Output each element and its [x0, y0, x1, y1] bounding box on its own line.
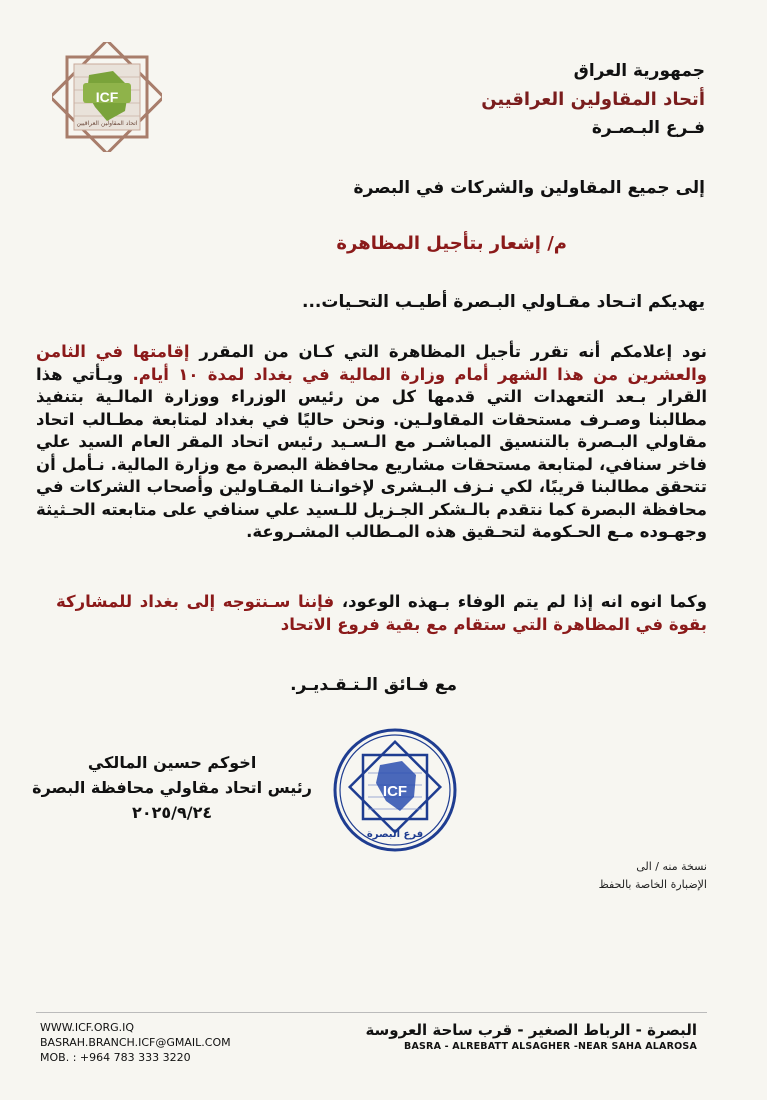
signature-block: [32, 750, 312, 825]
footer-contacts: [40, 1020, 231, 1065]
stamp-caption: فرع البصرة: [366, 829, 424, 840]
footer-phone: MOB. : +964 783 333 3220: [40, 1051, 191, 1064]
body-highlight: إقامتها في الثامن والعشرين من هذا الشهر أمام وزارة المالية في بغداد لمدة ١٠ أيام.: [36, 342, 708, 384]
header-org: أتحاد المقاولين العراقيين: [481, 89, 705, 110]
header-branch: فـرع البـصـرة: [591, 118, 705, 138]
footer-divider: [36, 1012, 707, 1013]
official-stamp: [330, 725, 460, 855]
footer-address: [365, 1020, 697, 1054]
stamp-text: ICF: [382, 783, 408, 800]
header-country: جمهورية العراق: [573, 61, 705, 81]
footer-address-ar: البصرة - الرباط الصغير - قرب ساحة العروسة: [365, 1021, 697, 1039]
letter-date: ٢٠٢٥/٩/٢٤: [132, 803, 213, 822]
p2-highlight: فإننا سـنتوجه إلى بغداد للمشاركة بقوة في المظاهرة التي ستقام مع بقية فروع الاتحاد: [56, 592, 707, 634]
icf-logo: [52, 42, 162, 152]
copy-to: [599, 858, 707, 894]
p2-text: وكما انوه انه إذا لم يتم الوفاء بـهذه الوعود،: [334, 592, 707, 611]
body-text-b: ويـأتي هذا القرار بـعد التعهدات التي قدمها كل من رئيس الوزراء ووزارة المالـية بتنفيذ مطالبنا وصـرف مستحقات المقاولـين. ونحن حاليًا في بغداد لمتابعة مطـالب اتحاد مقاولي البـصرة بالتنسيق المباشـر مع الـسـيد رئيس اتحاد المقر العام السيد علي فاخر سنافي، لمتابعة مستحقات مشاريع محافظة البصرة مع وزارة المالية. نـأمل أن تتحقق مطالبنا قريبًا، لكي نـزف البـشرى لإخوانـنا المقـاولين وأصحاب الشركات في محافظة البصرة كما نتقدم بالـشكر الجـزيل للـسيد علي سنافي على متابعته الحـثيثة وجهـوده مـع الحـكومة لتحـقيق هذه المـطالب المشـروعة.: [36, 364, 707, 541]
signer-title: رئيس اتحاد مقاولي محافظة البصرة: [32, 778, 312, 797]
footer-address-en: BASRA - ALREBATT ALSAGHER -NEAR SAHA ALAROSA: [404, 1041, 697, 1052]
footer-website[interactable]: WWW.ICF.ORG.IQ: [40, 1021, 135, 1034]
footer-email[interactable]: BASRAH.BRANCH.ICF@GMAIL.COM: [40, 1036, 231, 1049]
letterhead: [481, 58, 705, 142]
signer-name: اخوكم حسين المالكي: [87, 753, 257, 772]
body-text-a: نود إعلامكم أنه تقرر تأجيل المظاهرة التي كـان من المقرر: [189, 342, 707, 361]
subject-line: م/ إشعار بتأجيل المظاهرة: [336, 233, 567, 254]
closing-line: مع فـائق الـتـقـديـر.: [290, 675, 457, 695]
recipient-line: إلى جميع المقاولين والشركات في البصرة: [353, 178, 705, 198]
letter-paragraph-2: [56, 590, 707, 636]
letter-body: [36, 341, 707, 544]
logo-caption: اتحاد المقاولين العراقيين: [76, 120, 138, 127]
copy-to-label: نسخة منه / الى: [636, 860, 707, 873]
copy-to-file: الإضبارة الخاصة بالحفظ: [598, 878, 707, 891]
logo-text: ICF: [95, 89, 119, 105]
greeting-line: يهديكم اتـحاد مقـاولي البـصرة أطيـب التحـيات...: [301, 292, 705, 312]
